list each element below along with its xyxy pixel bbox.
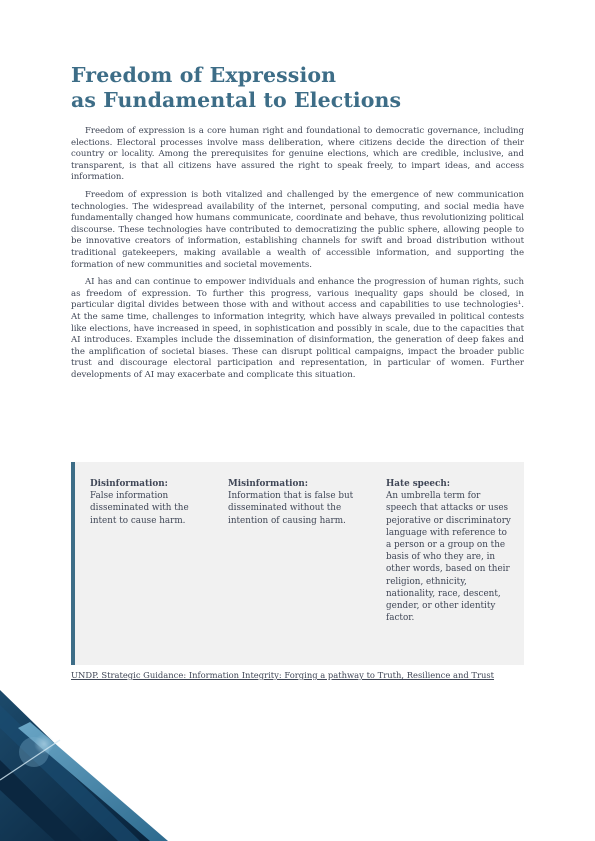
paragraph-3: AI has and can continue to empower individuals and enhance the progression of human rights, such as freedom of expression. To further this progress, various inequality gaps should be closed, in particular digital divides between those with and without access and capabilities to use technologies¹. At the same time, challenges to information integrity, which have always prevailed in political contests like elections, have increased in speed, in sophistication and possibly in scale, due to the capacities that AI introduces. Examples include the dissemination of disinformation, the generation of deep fakes and the amplification of societal biases. These can disrupt political campaigns, impact the broader public trust and discourage electoral participation and representation, in particular of women. Further developments of AI may exacerbate and complicate this situation. xyxy=(71,277,524,380)
definition-term: Disinformation: xyxy=(90,479,168,489)
paragraph-1: Freedom of expression is a core human right and foundational to democratic governance, including elections. Electoral processes involve mass deliberation, where citizens decide the direction of their country or locality. Among the prerequisites for genuine elections, which are credible, inclusive, and transparent, is that all citizens have assured the right to speak freely, to impart ideas, and access information. xyxy=(71,126,524,183)
definition-term: Misinformation: xyxy=(228,479,308,489)
definitions-accent-bar xyxy=(71,462,75,665)
source-link[interactable]: UNDP. Strategic Guidance: Information Integrity: Forging a pathway to Truth, Resilience and Trust xyxy=(71,670,495,680)
definition-text: Information that is false but disseminated without the intention of causing harm. xyxy=(228,491,354,526)
definition-hate-speech xyxy=(386,478,511,624)
definition-term: Hate speech: xyxy=(386,479,451,489)
definition-text: False information disseminated with the intent to cause harm. xyxy=(90,491,189,526)
page-title xyxy=(71,63,531,113)
page-title-line-1: Freedom of Expression xyxy=(71,63,337,87)
page-title-line-2: as Fundamental to Elections xyxy=(71,88,402,112)
definition-disinformation xyxy=(90,478,215,527)
definition-text: An umbrella term for speech that attacks or uses pejorative or discriminatory language with reference to a person or a group on the basis of who they are, in other words, based on their religion, ethnicity, nationality, race, descent, gender, or other identity factor. xyxy=(386,491,511,624)
paragraph-2: Freedom of expression is both vitalized and challenged by the emergence of new communication technologies. The widespread availability of the internet, personal computing, and social media have fundamentally changed how humans communicate, coordinate and behave, thus revolutionizing political discourse. These technologies have contributed to democratizing the public sphere, allowing people to be innovative creators of information, establishing channels for swift and broad distribution without traditional gatekeepers, making available a wealth of accessible information, and supporting the formation of new communities and societal movements. xyxy=(71,189,524,270)
definition-misinformation xyxy=(228,478,368,527)
body-text xyxy=(71,126,524,387)
definitions-box xyxy=(71,462,524,665)
